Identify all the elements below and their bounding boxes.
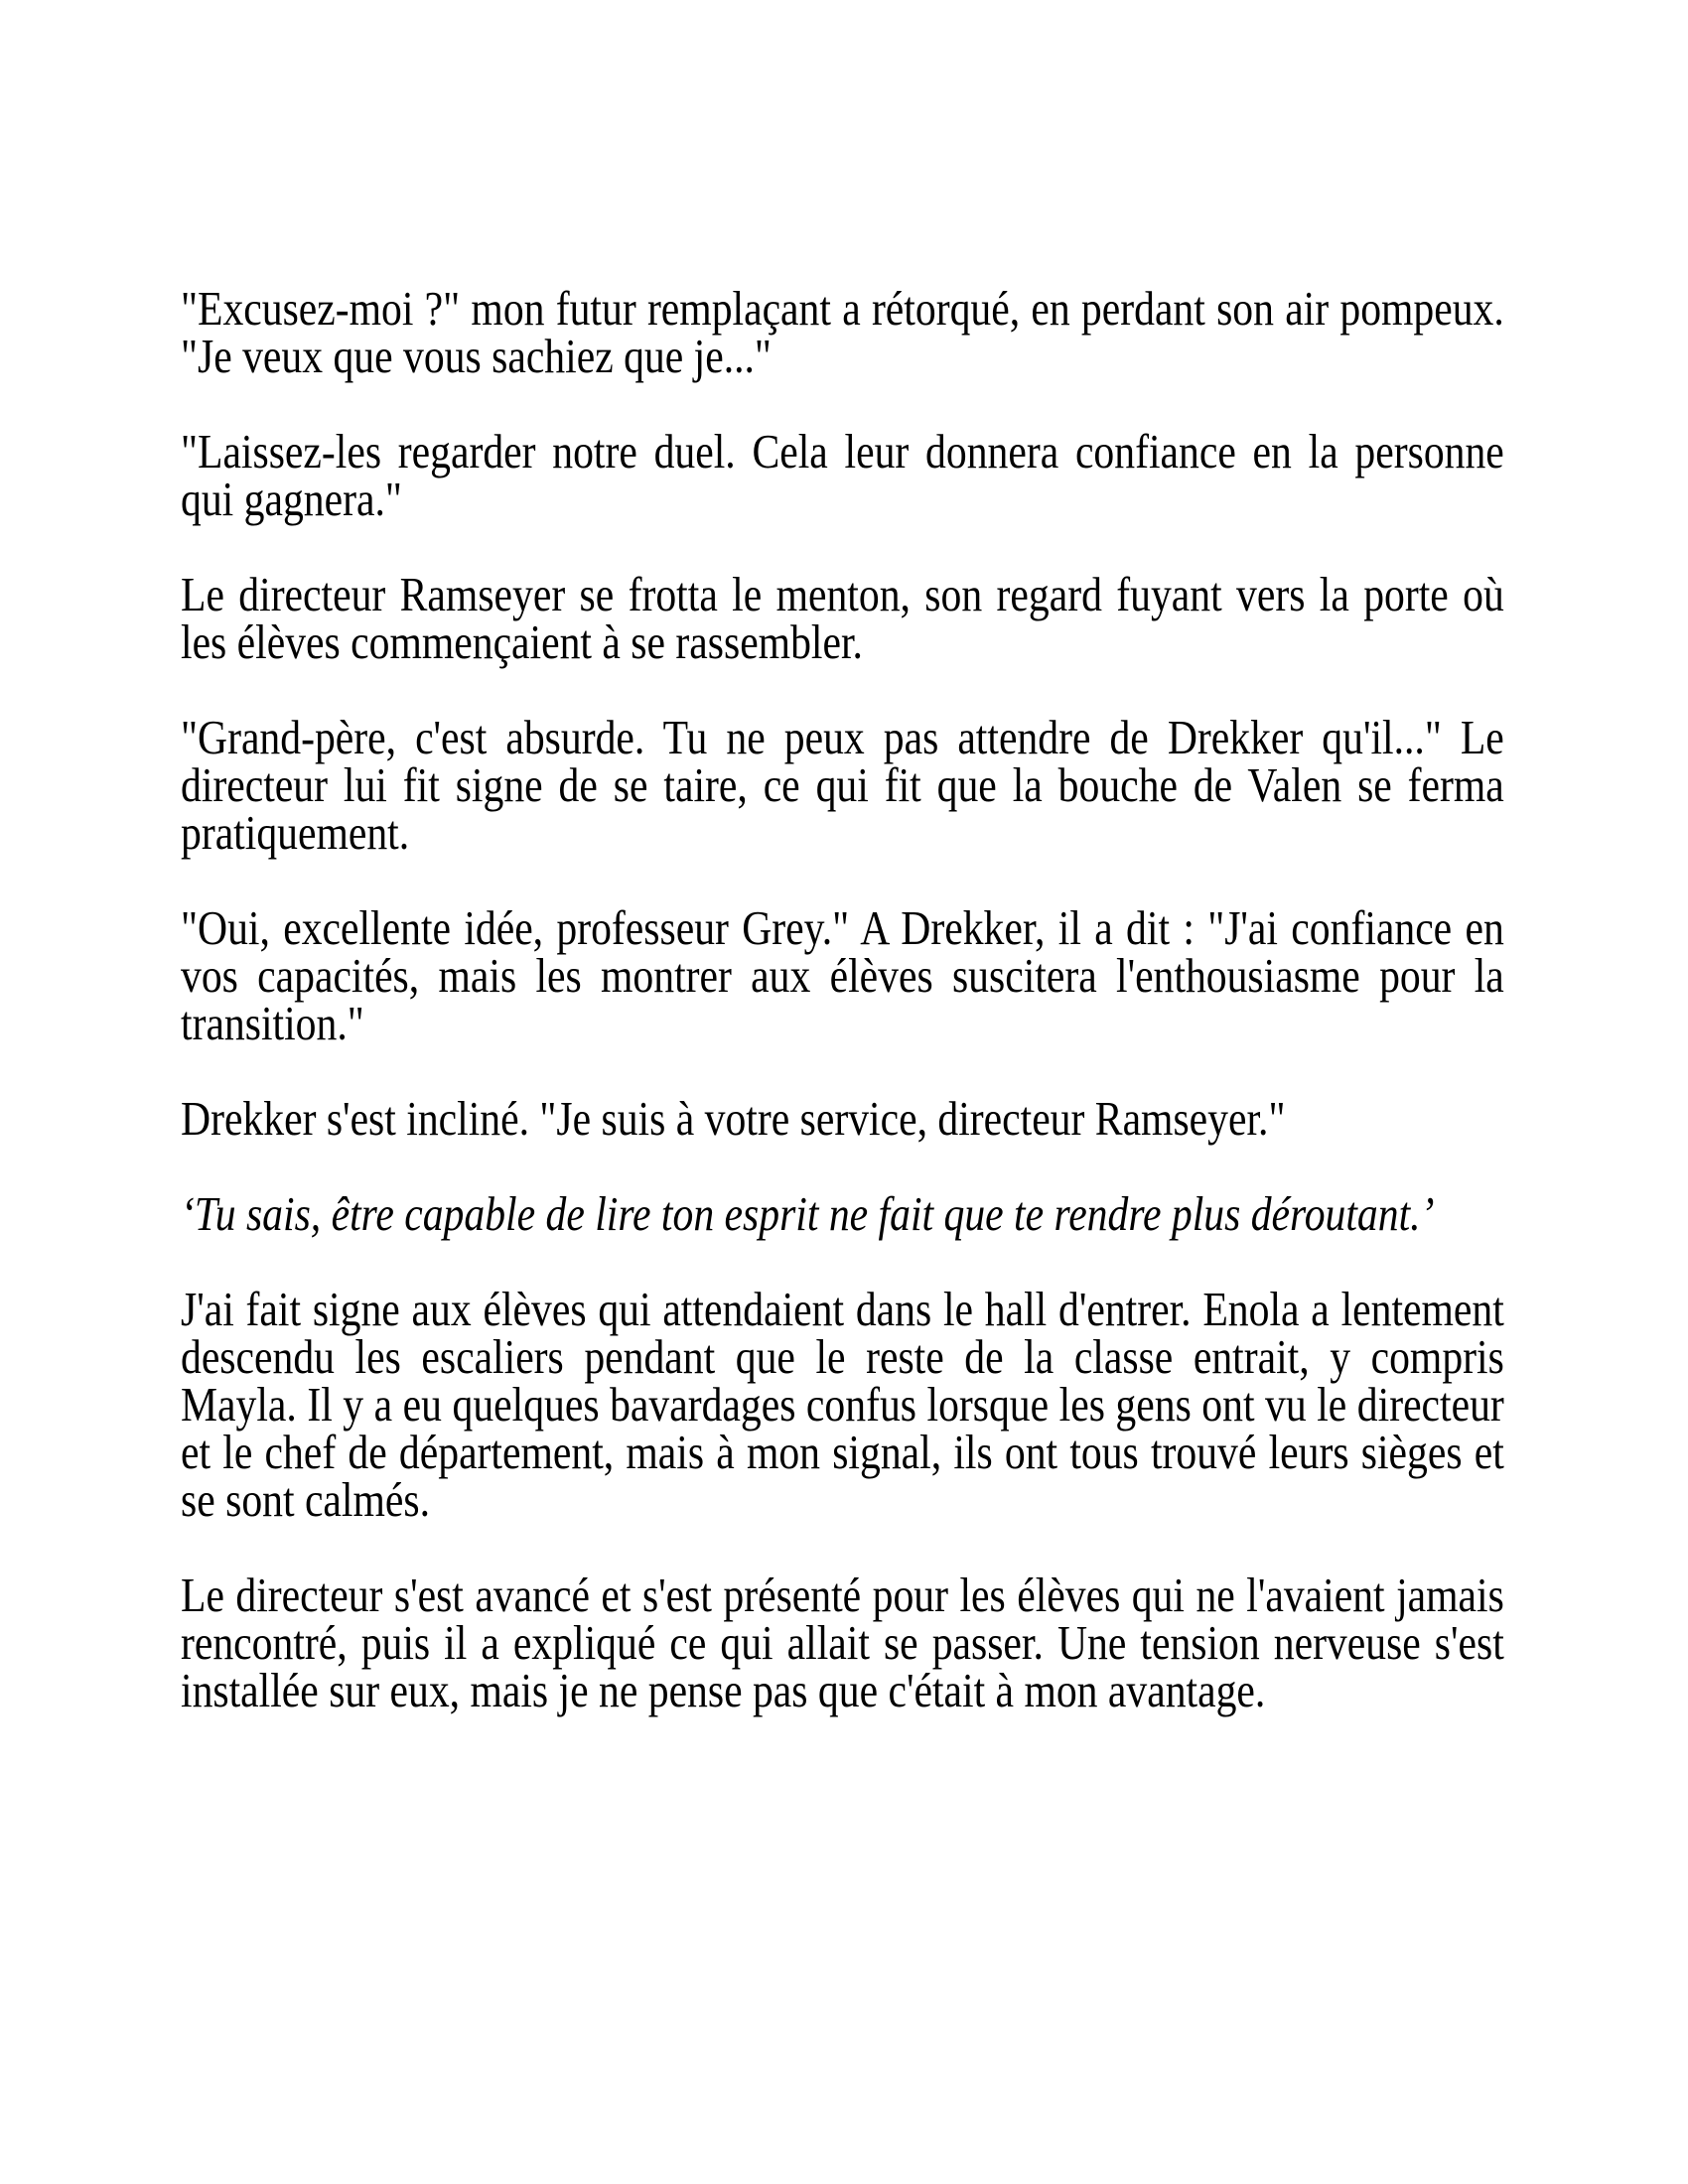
paragraph-narration-eleves-entrent: J'ai fait signe aux élèves qui attendaient dans le hall d'entrer. Enola a lentement descendu les escaliers pendant que le reste de la classe entrait, y compris Mayla. Il y a eu quelques bavardages confus lorsque les gens ont vu le directeur et le chef de département, mais à mon signal, ils ont tous trouvé leurs sièges et se sont calmés. bbox=[181, 1282, 1504, 1527]
paragraph-narration-drekker-incline: Drekker s'est incliné. "Je suis à votre service, directeur Ramseyer." bbox=[181, 1091, 1286, 1146]
paragraph-dialogue-excusez-moi: "Excusez-moi ?" mon futur remplaçant a rétorqué, en perdant son air pompeux. "Je veux que vous sachiez que je..." bbox=[181, 281, 1504, 383]
paragraph-dialogue-laissez-les: "Laissez-les regarder notre duel. Cela leur donnera confiance en la personne qui gagnera." bbox=[181, 424, 1504, 526]
paragraph-narration-directeur-presente: Le directeur s'est avancé et s'est présenté pour les élèves qui ne l'avaient jamais rencontré, puis il a expliqué ce qui allait se passer. Une tension nerveuse s'est installée sur eux, mais je ne pense pas que c'était à mon avantage. bbox=[181, 1568, 1504, 1717]
document-page bbox=[181, 281, 1504, 1762]
paragraph-thought-italic: ‘Tu sais, être capable de lire ton esprit ne fait que te rendre plus déroutant.’ bbox=[181, 1186, 1435, 1241]
paragraph-dialogue-grand-pere: "Grand-père, c'est absurde. Tu ne peux pas attendre de Drekker qu'il..." Le directeur lui fit signe de se taire, ce qui fit que la bouche de Valen se ferma pratiquement. bbox=[181, 710, 1504, 860]
paragraph-narration-directeur-menton: Le directeur Ramseyer se frotta le menton, son regard fuyant vers la porte où les élèves commençaient à se rassembler. bbox=[181, 567, 1504, 669]
paragraph-dialogue-oui-excellente-idee: "Oui, excellente idée, professeur Grey." A Drekker, il a dit : "J'ai confiance en vos capacités, mais les montrer aux élèves suscitera l'enthousiasme pour la transition." bbox=[181, 900, 1504, 1050]
